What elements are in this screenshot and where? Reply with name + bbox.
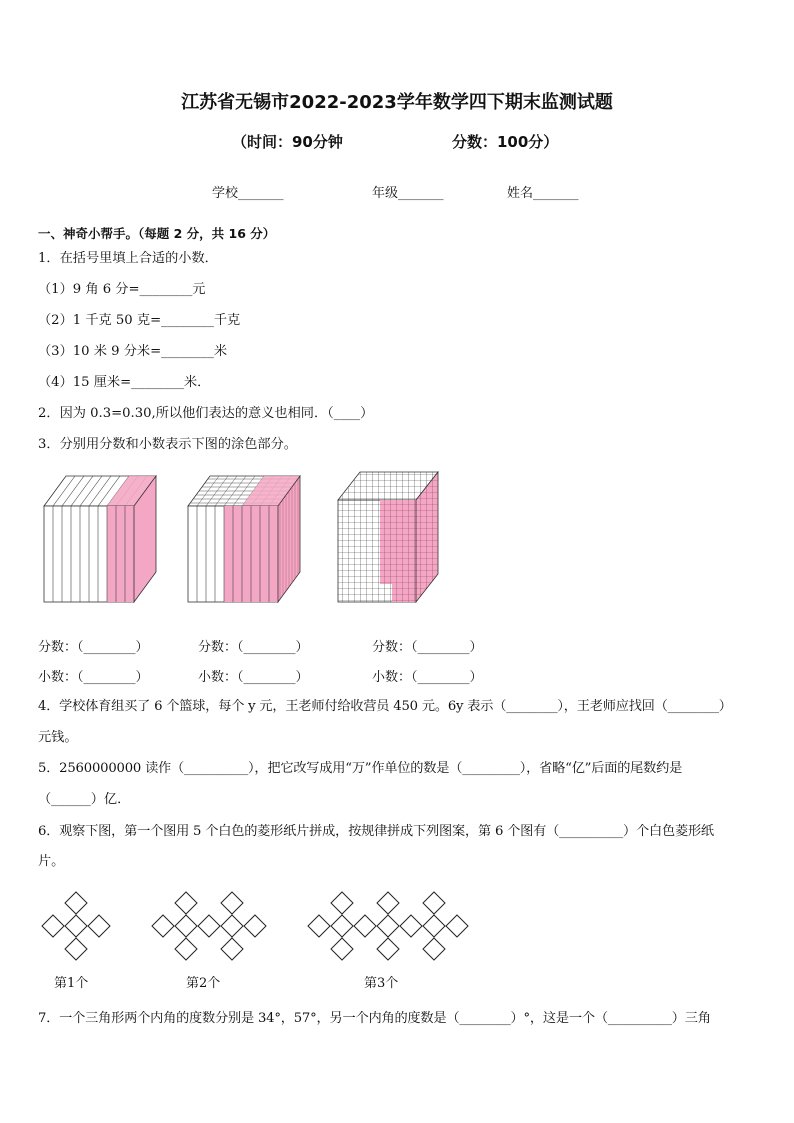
question-4: 4．学校体育组买了 6 个篮球，每个 y 元，王老师付给收营员 450 元。6y 表示（________），王老师应找回（________） (38, 699, 732, 714)
exam-score: 分数：100分） (452, 133, 559, 151)
fraction-answer-3: 分数：（________） (372, 640, 483, 655)
diamond-pattern-1 (40, 890, 112, 962)
question-1-item: （2）1 千克 50 克=________千克 (38, 313, 241, 328)
question-5: 5．2560000000 读作（__________），把它改写成用“万”作单位的数是（_________），省略“亿”后面的尾数约是 (38, 761, 683, 776)
decimal-answer-2: 小数：（________） (198, 670, 309, 685)
figure-label-1: 第1个 (54, 976, 89, 991)
question-1-stem: 1．在括号里填上合适的小数． (38, 251, 218, 266)
grade-field: 年级_______ (372, 186, 444, 201)
cube-figure-3 (330, 462, 445, 612)
fraction-answer-1: 分数：（________） (38, 640, 149, 655)
section-heading: 一、神奇小帮手。（每题 2 分，共 16 分） (38, 226, 276, 241)
question-1-item: （4）15 厘米=________米． (38, 375, 211, 390)
question-5-cont: （______）亿． (38, 792, 131, 807)
diamond-pattern-3 (306, 890, 472, 962)
question-6: 6．观察下图，第一个图用 5 个白色的菱形纸片拼成，按规律拼成下列图案，第 6 个图有（__________）个白色菱形纸 (38, 824, 714, 839)
cube-figure-1 (36, 470, 166, 610)
question-7: 7．一个三角形两个内角的度数分别是 34°，57°，另一个内角的度数是（________）°，这是一个（__________）三角 (38, 1011, 711, 1026)
exam-time: （时间：90分钟 (232, 133, 343, 151)
question-1-item: （1）9 角 6 分=________元 (38, 282, 206, 297)
fraction-answer-2: 分数：（________） (198, 640, 309, 655)
diamond-pattern-2 (150, 890, 270, 962)
decimal-answer-1: 小数：（________） (38, 670, 149, 685)
question-3-stem: 3．分别用分数和小数表示下图的涂色部分。 (38, 437, 297, 452)
cube-figure-2 (180, 470, 310, 610)
question-1-item: （3）10 米 9 分米=________米 (38, 344, 228, 359)
name-field: 姓名_______ (507, 186, 579, 201)
question-4-cont: 元钱。 (38, 730, 78, 745)
page-title: 江苏省无锡市2022-2023学年数学四下期末监测试题 (181, 92, 613, 113)
decimal-answer-3: 小数：（________） (372, 670, 483, 685)
figure-label-2: 第2个 (186, 976, 221, 991)
question-2: 2．因为 0.3=0.30,所以他们表达的意义也相同．（____） (38, 406, 374, 421)
question-6-cont: 片。 (38, 854, 65, 869)
figure-label-3: 第3个 (364, 976, 399, 991)
school-field: 学校_______ (212, 186, 284, 201)
